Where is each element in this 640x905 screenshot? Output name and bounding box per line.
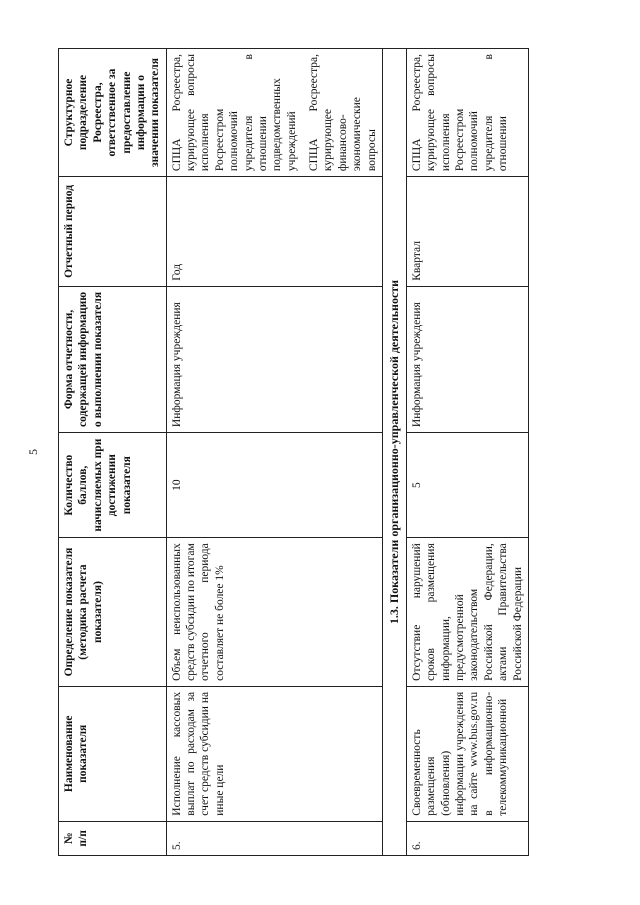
row-points: 5 <box>406 433 528 538</box>
row-name: Своевременность размещения (обновления) информации учреждения на сайте www.bus.gov.ru в информационно-телекоммуникационной <box>406 686 528 821</box>
table-header-row <box>59 49 167 856</box>
row-unit: СПЦА Росреестра, курирующее вопросы исполнения Росреестром полномочий учредителя в отношении <box>406 49 528 177</box>
header-unit: Структурное подразделение Росреестра, ответственное за предоставление информации о значении показателя <box>59 49 167 177</box>
header-period: Отчетный период <box>59 177 167 287</box>
row-num: 6. <box>406 821 528 855</box>
section-title: 1.3. Показатели организационно-управленческой деятельности <box>382 49 406 856</box>
row-definition: Отсутствие нарушений сроков размещения информации, предусмотренной законодательством Российской Федерации, актами Правительства Российской Федерации <box>406 538 528 687</box>
header-num: № п/п <box>59 821 167 855</box>
header-name: Наименование показателя <box>59 686 167 821</box>
table-row <box>406 49 528 856</box>
responsible-unit-2: СПЦА Росреестра, курирующее финансово-экономические вопросы <box>308 54 378 172</box>
responsible-unit-1: СПЦА Росреестра, курирующее вопросы исполнения Росреестром полномочий учредителя в отношении подведомственных учреждений <box>170 54 298 172</box>
header-points: Количество баллов, начисляемых при достижении показателя <box>59 433 167 538</box>
row-report-form: Информация учреждения <box>166 286 382 432</box>
header-report-form: Форма отчетности, содержащей информацию о выполнении показателя <box>59 286 167 432</box>
rotated-table-container <box>58 48 524 856</box>
indicators-table <box>58 48 529 856</box>
row-points: 10 <box>166 433 382 538</box>
row-name: Исполнение кассовых выплат по расходам за счет средств субсидии на иные цели <box>166 686 382 821</box>
row-num: 5. <box>166 821 382 855</box>
section-row <box>382 49 406 856</box>
table-row <box>166 49 382 856</box>
page-number: 5 <box>26 449 40 455</box>
row-unit <box>166 49 382 177</box>
row-period: Год <box>166 177 382 287</box>
header-definition: Определение показателя (методика расчета показателя) <box>59 538 167 687</box>
row-definition: Объем неиспользованных средств субсидии по итогам отчетного периода составляет не более 1% <box>166 538 382 687</box>
row-report-form: Информация учреждения <box>406 286 528 432</box>
row-period: Квартал <box>406 177 528 287</box>
